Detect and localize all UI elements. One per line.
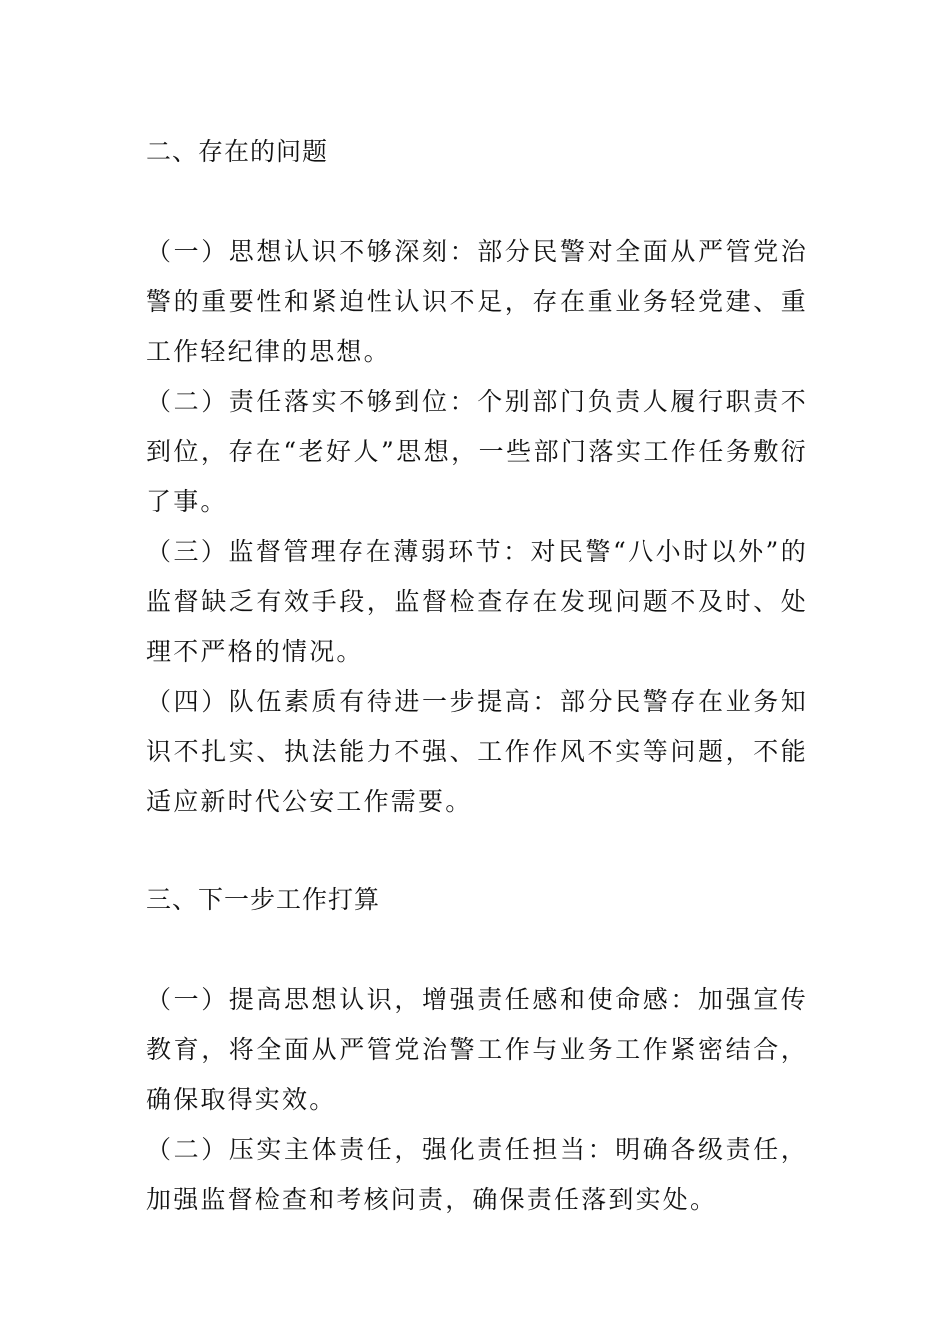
- problem-item-3: （三）监督管理存在薄弱环节：对民警“八小时以外”的监督缺乏有效手段，监督检查存在发现问题不及时、处理不严格的情况。: [146, 537, 808, 666]
- problem-item-1: （一）思想认识不够深刻：部分民警对全面从严管党治警的重要性和紧迫性认识不足，存在重业务轻党建、重工作轻纪律的思想。: [146, 237, 808, 366]
- problem-item-2: （二）责任落实不够到位：个别部门负责人履行职责不到位，存在“老好人”思想，一些部门落实工作任务敷衍了事。: [146, 387, 808, 516]
- plan-item-1: （一）提高思想认识，增强责任感和使命感：加强宣传教育，将全面从严管党治警工作与业务工作紧密结合，确保取得实效。: [146, 985, 808, 1114]
- section-heading-next-steps: 三、下一步工作打算: [146, 885, 381, 914]
- plan-item-2: （二）压实主体责任，强化责任担当：明确各级责任，加强监督检查和考核问责，确保责任落到实处。: [146, 1135, 808, 1214]
- section-heading-problems: 二、存在的问题: [146, 137, 329, 166]
- problem-item-4: （四）队伍素质有待进一步提高：部分民警存在业务知识不扎实、执法能力不强、工作作风不实等问题，不能适应新时代公安工作需要。: [146, 687, 808, 816]
